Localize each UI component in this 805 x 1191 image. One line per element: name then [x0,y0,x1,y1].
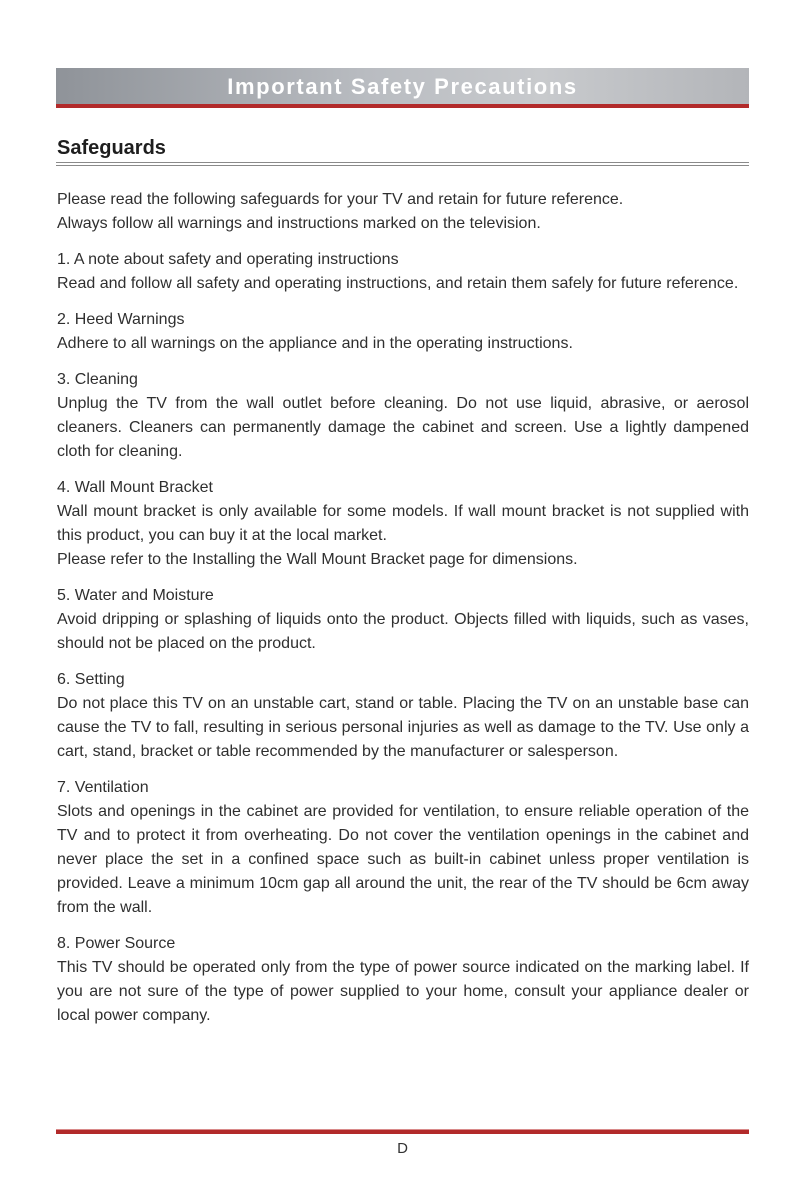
item-body: Unplug the TV from the wall outlet before cleaning. Do not use liquid, abrasive, or aerosol cleaners. Cleaners can permanently damage the cabinet and screen. Use a lightly dampened cloth for cleaning. [57,395,749,460]
item-body: Avoid dripping or splashing of liquids onto the product. Objects filled with liquids, such as vases, should not be placed on the product. [57,611,749,652]
section-heading: Safeguards [57,137,166,159]
safeguards-content [57,188,749,1040]
intro-block [57,188,749,236]
title-banner [56,68,749,108]
safeguard-item-7 [57,776,749,920]
item-title: 2. Heed Warnings [57,311,185,328]
item-body: Wall mount bracket is only available for some models. If wall mount bracket is not supplied with this product, you can buy it at the local market. [57,503,749,544]
page-marker: D [397,1140,408,1157]
item-body: Slots and openings in the cabinet are provided for ventilation, to ensure reliable operation of the TV and to protect it from overheating. Do not cover the ventilation openings in the cabinet and never place the set in a confined space such as built-in cabinet unless proper ventilation is provided. Leave a minimum 10cm gap all around the unit, the rear of the TV should be 6cm away from the wall. [57,803,749,916]
item-title: 6. Setting [57,671,125,688]
item-title: 3. Cleaning [57,371,138,388]
item-body: This TV should be operated only from the type of power source indicated on the marking label. If you are not sure of the type of power supplied to your home, consult your appliance dealer or local power company. [57,959,749,1024]
safeguard-item-8 [57,932,749,1028]
item-title: 5. Water and Moisture [57,587,214,604]
safeguard-item-2 [57,308,749,356]
footer-divider [56,1129,749,1134]
heading-divider [56,162,749,166]
safeguard-item-6 [57,668,749,764]
safeguard-item-1 [57,248,749,296]
item-body: Adhere to all warnings on the appliance and in the operating instructions. [57,335,573,352]
item-title: 8. Power Source [57,935,176,952]
item-body-note: Please refer to the Installing the Wall Mount Bracket page for dimensions. [57,551,578,568]
intro-line: Please read the following safeguards for your TV and retain for future reference. [57,191,624,208]
item-title: 4. Wall Mount Bracket [57,479,213,496]
safeguard-item-3 [57,368,749,464]
item-body: Read and follow all safety and operating instructions, and retain them safely for future reference. [57,275,739,292]
item-title: 7. Ventilation [57,779,149,796]
safeguard-item-5 [57,584,749,656]
safeguard-item-4 [57,476,749,572]
banner-title: Important Safety Precautions [227,74,578,99]
item-title: 1. A note about safety and operating instructions [57,251,399,268]
item-body: Do not place this TV on an unstable cart, stand or table. Placing the TV on an unstable base can cause the TV to fall, resulting in serious personal injuries as well as damage to the TV. Use only a cart, stand, bracket or table recommended by the manufacturer or salesperson. [57,695,749,760]
intro-line: Always follow all warnings and instructions marked on the television. [57,215,541,232]
